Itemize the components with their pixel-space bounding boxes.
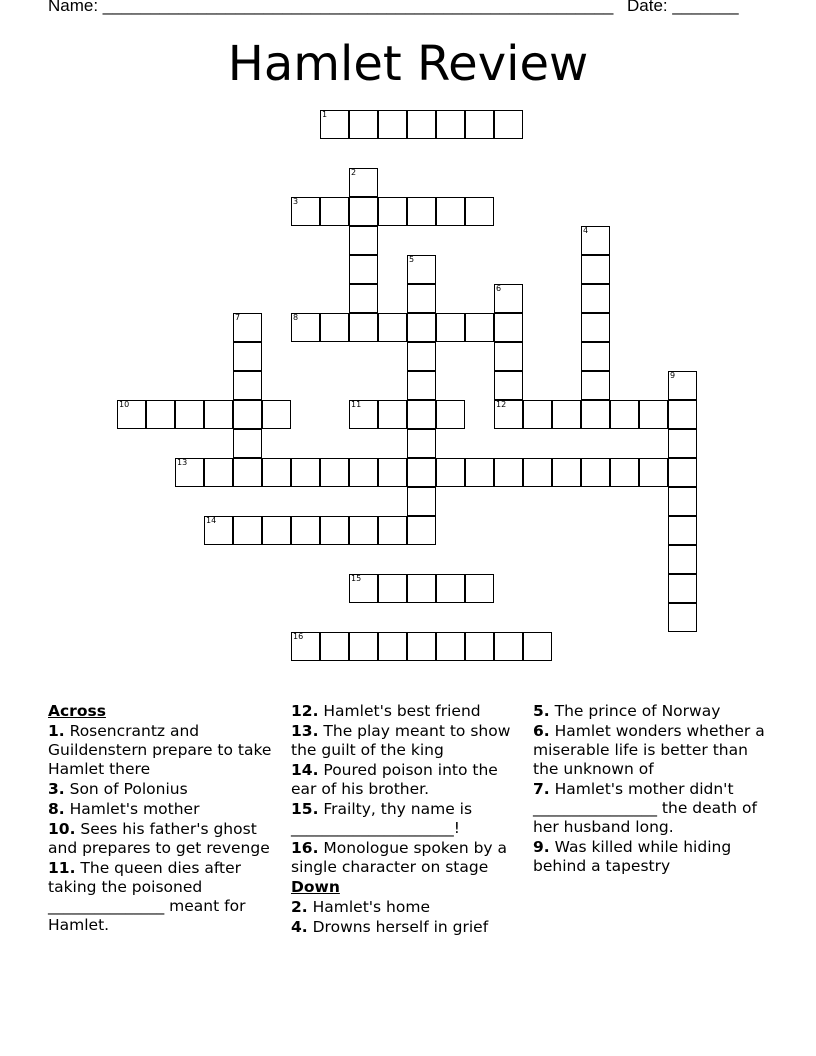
crossword-cell[interactable]: [523, 458, 552, 487]
cell-number: 1: [322, 110, 328, 119]
clue-down-6: 6. Hamlet wonders whether a miserable life is better than the unknown of: [533, 722, 765, 778]
crossword-cell[interactable]: [407, 342, 436, 371]
crossword-cell[interactable]: [668, 429, 697, 458]
crossword-cell[interactable]: [668, 371, 697, 400]
crossword-cell[interactable]: [407, 371, 436, 400]
cell-number: 8: [293, 313, 299, 322]
clues-column-2: [291, 702, 523, 938]
crossword-cell[interactable]: [668, 574, 697, 603]
crossword-cell[interactable]: [581, 313, 610, 342]
clues-column-3: [533, 702, 773, 877]
crossword-cell[interactable]: [233, 400, 262, 429]
name-field-label: Name: ______________________________________________________: [48, 0, 614, 15]
crossword-cell[interactable]: [291, 313, 320, 342]
clue-down-7: 7. Hamlet's mother didn't ________________ the death of her husband long.: [533, 780, 757, 836]
crossword-cell[interactable]: [349, 458, 378, 487]
clue-across-3: 3. Son of Polonius: [48, 780, 188, 798]
crossword-cell[interactable]: [465, 313, 494, 342]
crossword-cell[interactable]: [494, 110, 523, 139]
crossword-cell[interactable]: [407, 429, 436, 458]
crossword-cell[interactable]: [407, 284, 436, 313]
crossword-cell[interactable]: [581, 284, 610, 313]
crossword-cell[interactable]: [233, 516, 262, 545]
crossword-cell[interactable]: [610, 458, 639, 487]
crossword-cell[interactable]: [262, 458, 291, 487]
crossword-cell[interactable]: [465, 458, 494, 487]
clue-across-16: 16. Monologue spoken by a single character on stage: [291, 839, 508, 876]
crossword-cell[interactable]: [407, 574, 436, 603]
crossword-cell[interactable]: [320, 197, 349, 226]
date-field-label: Date: _______: [627, 0, 739, 15]
crossword-cell[interactable]: [349, 255, 378, 284]
clue-across-11: 11. The queen dies after taking the poisoned _______________ meant for Hamlet.: [48, 859, 246, 934]
crossword-cell[interactable]: [320, 632, 349, 661]
cell-number: 4: [583, 226, 589, 235]
crossword-cell[interactable]: [407, 400, 436, 429]
crossword-cell[interactable]: [436, 574, 465, 603]
crossword-cell[interactable]: [291, 197, 320, 226]
clue-across-14: 14. Poured poison into the ear of his brother.: [291, 761, 498, 798]
crossword-cell[interactable]: [494, 284, 523, 313]
crossword-cell[interactable]: [581, 342, 610, 371]
crossword-cell[interactable]: [349, 574, 378, 603]
crossword-cell[interactable]: [610, 400, 639, 429]
across-heading: Across: [48, 702, 106, 720]
crossword-cell[interactable]: [349, 632, 378, 661]
crossword-cell[interactable]: [378, 110, 407, 139]
clue-across-8: 8. Hamlet's mother: [48, 800, 200, 818]
crossword-cell[interactable]: [668, 487, 697, 516]
clue-down-4: 4. Drowns herself in grief: [291, 918, 489, 936]
crossword-cell[interactable]: [494, 632, 523, 661]
crossword-cell[interactable]: [291, 632, 320, 661]
crossword-cell[interactable]: [668, 603, 697, 632]
crossword-cell[interactable]: [233, 342, 262, 371]
crossword-cell[interactable]: [146, 400, 175, 429]
crossword-cell[interactable]: [378, 458, 407, 487]
crossword-cell[interactable]: [436, 313, 465, 342]
clue-across-10: 10. Sees his father's ghost and prepares to get revenge: [48, 820, 270, 857]
clue-across-12: 12. Hamlet's best friend: [291, 702, 481, 720]
crossword-cell[interactable]: [407, 516, 436, 545]
cell-number: 14: [206, 516, 217, 525]
crossword-cell[interactable]: [639, 458, 668, 487]
crossword-cell[interactable]: [262, 400, 291, 429]
cell-number: 6: [496, 284, 502, 293]
crossword-cell[interactable]: [581, 400, 610, 429]
crossword-cell[interactable]: [204, 458, 233, 487]
crossword-cell[interactable]: [407, 487, 436, 516]
cell-number: 12: [496, 400, 507, 409]
crossword-cell[interactable]: [204, 516, 233, 545]
cell-number: 10: [119, 400, 130, 409]
page-title: Hamlet Review: [227, 36, 589, 92]
crossword-cell[interactable]: [117, 400, 146, 429]
crossword-cell[interactable]: [436, 110, 465, 139]
crossword-cell[interactable]: [349, 516, 378, 545]
crossword-cell[interactable]: [436, 458, 465, 487]
crossword-cell[interactable]: [378, 400, 407, 429]
crossword-cell[interactable]: [436, 632, 465, 661]
crossword-cell[interactable]: [291, 516, 320, 545]
crossword-cell[interactable]: [668, 545, 697, 574]
crossword-cell[interactable]: [668, 400, 697, 429]
crossword-cell[interactable]: [233, 458, 262, 487]
crossword-cell[interactable]: [378, 574, 407, 603]
crossword-cell[interactable]: [465, 632, 494, 661]
crossword-cell[interactable]: [262, 516, 291, 545]
crossword-cell[interactable]: [320, 516, 349, 545]
crossword-cell[interactable]: [378, 197, 407, 226]
crossword-cell[interactable]: [581, 226, 610, 255]
crossword-cell[interactable]: [494, 371, 523, 400]
clue-down-5: 5. The prince of Norway: [533, 702, 721, 720]
crossword-cell[interactable]: [494, 313, 523, 342]
crossword-cell[interactable]: [407, 313, 436, 342]
crossword-cell[interactable]: [407, 197, 436, 226]
cell-number: 16: [293, 632, 304, 641]
crossword-cell[interactable]: [436, 400, 465, 429]
crossword-cell[interactable]: [349, 400, 378, 429]
crossword-cell[interactable]: [465, 574, 494, 603]
crossword-cell[interactable]: [552, 400, 581, 429]
clues-column-1: [48, 702, 280, 936]
crossword-cell[interactable]: [233, 429, 262, 458]
cell-number: 11: [351, 400, 362, 409]
crossword-cell[interactable]: [465, 110, 494, 139]
clue-across-15: 15. Frailty, thy name is _____________________!: [291, 800, 473, 837]
crossword-cell[interactable]: [349, 110, 378, 139]
cell-number: 13: [177, 458, 188, 467]
down-heading: Down: [291, 878, 340, 896]
crossword-cell[interactable]: [523, 632, 552, 661]
crossword-cell[interactable]: [407, 632, 436, 661]
crossword-cell[interactable]: [175, 458, 204, 487]
cell-number: 15: [351, 574, 362, 583]
crossword-cell[interactable]: [320, 110, 349, 139]
crossword-cell[interactable]: [407, 255, 436, 284]
cell-number: 3: [293, 197, 299, 206]
crossword-cell[interactable]: [175, 400, 204, 429]
crossword-cell[interactable]: [668, 458, 697, 487]
cell-number: 5: [409, 255, 415, 264]
crossword-cell[interactable]: [639, 400, 668, 429]
cell-number: 2: [351, 168, 357, 177]
crossword-cell[interactable]: [378, 313, 407, 342]
crossword-cell[interactable]: [233, 371, 262, 400]
crossword-cell[interactable]: [581, 371, 610, 400]
crossword-cell[interactable]: [494, 458, 523, 487]
crossword-cell[interactable]: [407, 110, 436, 139]
crossword-cell[interactable]: [349, 313, 378, 342]
crossword-cell[interactable]: [378, 516, 407, 545]
crossword-cell[interactable]: [668, 516, 697, 545]
crossword-cell[interactable]: [436, 197, 465, 226]
crossword-cell[interactable]: [349, 197, 378, 226]
crossword-cell[interactable]: [349, 168, 378, 197]
clue-down-9: 9. Was killed while hiding behind a tapestry: [533, 838, 732, 875]
crossword-cell[interactable]: [407, 458, 436, 487]
crossword-cell[interactable]: [320, 313, 349, 342]
crossword-cell[interactable]: [349, 284, 378, 313]
crossword-cell[interactable]: [523, 400, 552, 429]
crossword-cell[interactable]: [233, 313, 262, 342]
crossword-cell[interactable]: [552, 458, 581, 487]
crossword-cell[interactable]: [494, 400, 523, 429]
crossword-cell[interactable]: [581, 458, 610, 487]
crossword-cell[interactable]: [378, 632, 407, 661]
crossword-cell[interactable]: [581, 255, 610, 284]
cell-number: 7: [235, 313, 241, 322]
clue-across-13: 13. The play meant to show the guilt of the king: [291, 722, 511, 759]
clue-down-2: 2. Hamlet's home: [291, 898, 430, 916]
cell-number: 9: [670, 371, 676, 380]
crossword-cell[interactable]: [291, 458, 320, 487]
crossword-cell[interactable]: [204, 400, 233, 429]
crossword-cell[interactable]: [349, 226, 378, 255]
clue-across-1: 1. Rosencrantz and Guildenstern prepare to take Hamlet there: [48, 722, 272, 778]
crossword-cell[interactable]: [320, 458, 349, 487]
crossword-cell[interactable]: [465, 197, 494, 226]
crossword-cell[interactable]: [494, 342, 523, 371]
